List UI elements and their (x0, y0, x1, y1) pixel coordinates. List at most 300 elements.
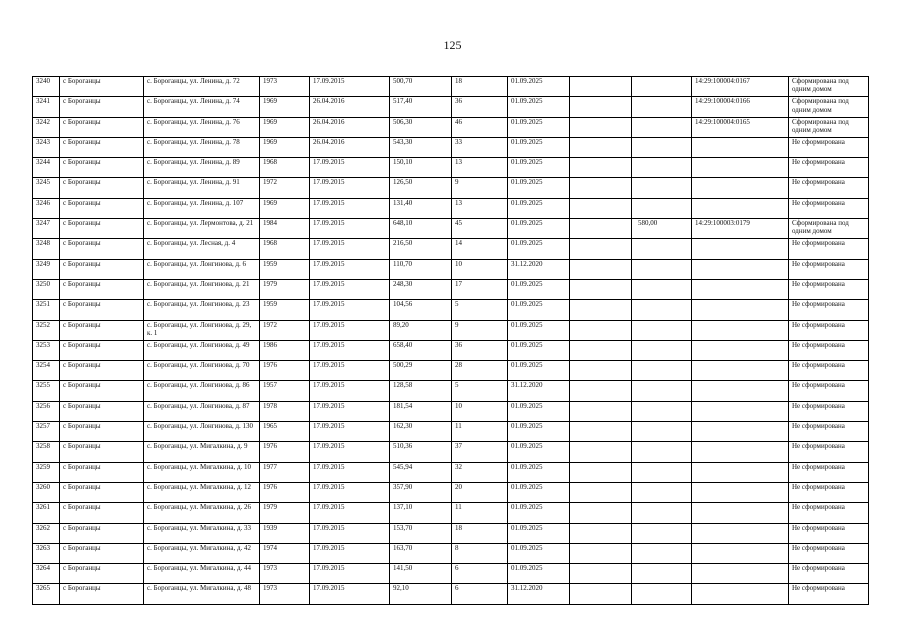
cell-land-area (632, 137, 692, 157)
cell-land-area (632, 543, 692, 563)
cell-blank (570, 198, 632, 218)
cell-blank (570, 137, 632, 157)
cell-apartments: 36 (452, 97, 508, 117)
cell-record-date: 26.04.2016 (310, 137, 390, 157)
cell-apartments: 11 (452, 503, 508, 523)
cell-address: с. Бороганцы, ул. Лонгинова, д. 70 (144, 361, 260, 381)
cell-cadastral-number (692, 198, 789, 218)
cell-repair-deadline: 31.12.2020 (508, 259, 570, 279)
cell-number: 3240 (33, 77, 60, 97)
cell-record-date: 17.09.2015 (310, 279, 390, 299)
cell-record-date: 26.04.2016 (310, 117, 390, 137)
cell-record-date: 17.09.2015 (310, 77, 390, 97)
cell-settlement: с Бороганцы (60, 300, 144, 320)
cell-settlement: с Бороганцы (60, 523, 144, 543)
cell-cadastral-number (692, 239, 789, 259)
cell-year-built: 1986 (260, 340, 310, 360)
cell-cadastral-number (692, 543, 789, 563)
cell-address: с. Бороганцы, ул. Лонгинова, д. 6 (144, 259, 260, 279)
cell-year-built: 1973 (260, 564, 310, 584)
cell-number: 3242 (33, 117, 60, 137)
table-row (33, 198, 869, 218)
cell-cadastral-number: 14:29:100004:0165 (692, 117, 789, 137)
cell-number: 3261 (33, 503, 60, 523)
cell-total-area: 216,50 (390, 239, 452, 259)
cell-land-status: Не сформирована (789, 361, 869, 381)
cell-address: с. Бороганцы, ул. Лонгинова, д. 29, к. 1 (144, 320, 260, 340)
cell-total-area: 141,50 (390, 564, 452, 584)
table-row (33, 401, 869, 421)
cell-record-date: 17.09.2015 (310, 523, 390, 543)
table-row (33, 117, 869, 137)
cell-repair-deadline: 01.09.2025 (508, 320, 570, 340)
cell-year-built: 1976 (260, 442, 310, 462)
cell-apartments: 33 (452, 137, 508, 157)
cell-record-date: 17.09.2015 (310, 340, 390, 360)
cell-apartments: 8 (452, 543, 508, 563)
cell-blank (570, 97, 632, 117)
cell-apartments: 9 (452, 178, 508, 198)
cell-repair-deadline: 01.09.2025 (508, 178, 570, 198)
cell-address: с. Бороганцы, ул. Лонгинова, д. 21 (144, 279, 260, 299)
cell-settlement: с Бороганцы (60, 219, 144, 239)
cell-cadastral-number (692, 178, 789, 198)
cell-number: 3251 (33, 300, 60, 320)
cell-year-built: 1974 (260, 543, 310, 563)
cell-year-built: 1973 (260, 77, 310, 97)
cell-apartments: 6 (452, 584, 508, 604)
cell-record-date: 17.09.2015 (310, 239, 390, 259)
cell-settlement: с Бороганцы (60, 401, 144, 421)
cell-repair-deadline: 31.12.2020 (508, 584, 570, 604)
cell-cadastral-number (692, 462, 789, 482)
cell-cadastral-number (692, 422, 789, 442)
cell-land-area (632, 340, 692, 360)
cell-repair-deadline: 01.09.2025 (508, 482, 570, 502)
cell-repair-deadline: 01.09.2025 (508, 503, 570, 523)
cell-land-status: Не сформирована (789, 422, 869, 442)
cell-record-date: 17.09.2015 (310, 259, 390, 279)
cell-land-status: Не сформирована (789, 523, 869, 543)
cell-cadastral-number (692, 523, 789, 543)
cell-cadastral-number (692, 137, 789, 157)
cell-land-status: Не сформирована (789, 584, 869, 604)
cell-land-status: Не сформирована (789, 239, 869, 259)
cell-land-status: Не сформирована (789, 198, 869, 218)
table-row (33, 158, 869, 178)
cell-total-area: 543,30 (390, 137, 452, 157)
cell-total-area: 128,58 (390, 381, 452, 401)
table-row (33, 259, 869, 279)
cell-blank (570, 239, 632, 259)
cell-year-built: 1957 (260, 381, 310, 401)
cell-land-status: Не сформирована (789, 381, 869, 401)
cell-land-status: Сформирована под одним домом (789, 219, 869, 239)
cell-record-date: 17.09.2015 (310, 503, 390, 523)
cell-total-area: 506,30 (390, 117, 452, 137)
cell-address: с. Бороганцы, ул. Мигалкина, д. 42 (144, 543, 260, 563)
cell-settlement: с Бороганцы (60, 543, 144, 563)
cell-land-status: Не сформирована (789, 259, 869, 279)
cell-land-status: Не сформирована (789, 158, 869, 178)
cell-apartments: 9 (452, 320, 508, 340)
cell-land-area (632, 279, 692, 299)
cell-number: 3256 (33, 401, 60, 421)
cell-total-area: 658,40 (390, 340, 452, 360)
cell-address: с. Бороганцы, ул. Лонгинова, д. 130 (144, 422, 260, 442)
cell-record-date: 17.09.2015 (310, 584, 390, 604)
cell-address: с. Бороганцы, ул. Ленина, д. 78 (144, 137, 260, 157)
cell-land-status: Не сформирована (789, 279, 869, 299)
cell-blank (570, 462, 632, 482)
cell-address: с. Бороганцы, ул. Мигалкина, д. 33 (144, 523, 260, 543)
cell-blank (570, 584, 632, 604)
cell-land-status: Не сформирована (789, 482, 869, 502)
cell-address: с. Бороганцы, ул. Мигалкина, д. 10 (144, 462, 260, 482)
table-row (33, 564, 869, 584)
cell-total-area: 163,70 (390, 543, 452, 563)
cell-land-status: Сформирована под одним домом (789, 77, 869, 97)
cell-settlement: с Бороганцы (60, 178, 144, 198)
cell-total-area: 248,30 (390, 279, 452, 299)
cell-land-status: Не сформирована (789, 442, 869, 462)
cell-number: 3260 (33, 482, 60, 502)
cell-cadastral-number (692, 340, 789, 360)
cell-record-date: 17.09.2015 (310, 158, 390, 178)
cell-cadastral-number: 14:29:100003:0179 (692, 219, 789, 239)
cell-settlement: с Бороганцы (60, 117, 144, 137)
cell-address: с. Бороганцы, ул. Лонгинова, д. 86 (144, 381, 260, 401)
cell-number: 3254 (33, 361, 60, 381)
cell-year-built: 1959 (260, 259, 310, 279)
cell-cadastral-number (692, 259, 789, 279)
cell-apartments: 18 (452, 77, 508, 97)
cell-land-area (632, 503, 692, 523)
cell-settlement: с Бороганцы (60, 381, 144, 401)
cell-year-built: 1973 (260, 584, 310, 604)
cell-land-area (632, 462, 692, 482)
cell-number: 3250 (33, 279, 60, 299)
cell-blank (570, 77, 632, 97)
cell-settlement: с Бороганцы (60, 259, 144, 279)
cell-number: 3243 (33, 137, 60, 157)
cell-total-area: 126,50 (390, 178, 452, 198)
table-row (33, 340, 869, 360)
cell-land-status: Не сформирована (789, 178, 869, 198)
cell-repair-deadline: 01.09.2025 (508, 77, 570, 97)
cell-number: 3259 (33, 462, 60, 482)
cell-land-area (632, 401, 692, 421)
cell-year-built: 1979 (260, 503, 310, 523)
cell-number: 3252 (33, 320, 60, 340)
cell-number: 3246 (33, 198, 60, 218)
cell-year-built: 1969 (260, 137, 310, 157)
cell-record-date: 17.09.2015 (310, 219, 390, 239)
cell-repair-deadline: 01.09.2025 (508, 279, 570, 299)
cell-apartments: 13 (452, 158, 508, 178)
cell-apartments: 13 (452, 198, 508, 218)
cell-cadastral-number (692, 482, 789, 502)
cell-total-area: 181,54 (390, 401, 452, 421)
cell-address: с. Бороганцы, ул. Лонгинова, д. 23 (144, 300, 260, 320)
cell-repair-deadline: 01.09.2025 (508, 442, 570, 462)
cell-cadastral-number: 14:29:100004:0167 (692, 77, 789, 97)
cell-record-date: 17.09.2015 (310, 442, 390, 462)
cell-blank (570, 422, 632, 442)
cell-year-built: 1979 (260, 279, 310, 299)
cell-apartments: 6 (452, 564, 508, 584)
cell-year-built: 1972 (260, 178, 310, 198)
cell-apartments: 20 (452, 482, 508, 502)
cell-land-area (632, 77, 692, 97)
cell-land-area: 580,00 (632, 219, 692, 239)
cell-year-built: 1965 (260, 422, 310, 442)
cell-settlement: с Бороганцы (60, 77, 144, 97)
cell-repair-deadline: 01.09.2025 (508, 239, 570, 259)
cell-blank (570, 300, 632, 320)
cell-repair-deadline: 01.09.2025 (508, 564, 570, 584)
table-row (33, 482, 869, 502)
cell-settlement: с Бороганцы (60, 422, 144, 442)
cell-record-date: 26.04.2016 (310, 97, 390, 117)
cell-repair-deadline: 01.09.2025 (508, 462, 570, 482)
cell-repair-deadline: 01.09.2025 (508, 523, 570, 543)
table-row (33, 381, 869, 401)
cell-land-status: Не сформирована (789, 503, 869, 523)
cell-blank (570, 219, 632, 239)
cell-settlement: с Бороганцы (60, 158, 144, 178)
cell-total-area: 110,70 (390, 259, 452, 279)
cell-blank (570, 117, 632, 137)
cell-record-date: 17.09.2015 (310, 198, 390, 218)
cell-record-date: 17.09.2015 (310, 543, 390, 563)
cell-blank (570, 381, 632, 401)
cell-address: с. Бороганцы, ул. Ленина, д. 76 (144, 117, 260, 137)
table-row (33, 300, 869, 320)
cell-year-built: 1968 (260, 239, 310, 259)
cell-repair-deadline: 01.09.2025 (508, 401, 570, 421)
cell-address: с. Бороганцы, ул. Лонгинова, д. 49 (144, 340, 260, 360)
cell-settlement: с Бороганцы (60, 279, 144, 299)
cell-number: 3253 (33, 340, 60, 360)
cell-settlement: с Бороганцы (60, 97, 144, 117)
cell-cadastral-number (692, 158, 789, 178)
cell-settlement: с Бороганцы (60, 320, 144, 340)
cell-land-status: Сформирована под одним домом (789, 117, 869, 137)
cell-apartments: 10 (452, 401, 508, 421)
cell-year-built: 1939 (260, 523, 310, 543)
cell-address: с. Бороганцы, ул. Лесная, д. 4 (144, 239, 260, 259)
cell-number: 3265 (33, 584, 60, 604)
cell-address: с. Бороганцы, ул. Мигалкина, д. 48 (144, 584, 260, 604)
cell-total-area: 92,10 (390, 584, 452, 604)
cell-record-date: 17.09.2015 (310, 462, 390, 482)
cell-settlement: с Бороганцы (60, 584, 144, 604)
cell-blank (570, 361, 632, 381)
cell-cadastral-number (692, 564, 789, 584)
table-row (33, 543, 869, 563)
cell-total-area: 648,10 (390, 219, 452, 239)
cell-record-date: 17.09.2015 (310, 401, 390, 421)
cell-land-area (632, 117, 692, 137)
cell-land-area (632, 259, 692, 279)
cell-apartments: 37 (452, 442, 508, 462)
table-row (33, 584, 869, 604)
cell-land-area (632, 97, 692, 117)
cell-land-area (632, 158, 692, 178)
cell-total-area: 137,10 (390, 503, 452, 523)
cell-number: 3258 (33, 442, 60, 462)
cell-total-area: 104,56 (390, 300, 452, 320)
table-row (33, 178, 869, 198)
cell-land-status: Не сформирована (789, 564, 869, 584)
table-row (33, 219, 869, 239)
cell-land-status: Сформирована под одним домом (789, 97, 869, 117)
cell-land-status: Не сформирована (789, 462, 869, 482)
cell-blank (570, 503, 632, 523)
cell-blank (570, 158, 632, 178)
cell-apartments: 5 (452, 300, 508, 320)
cell-land-status: Не сформирована (789, 300, 869, 320)
cell-total-area: 500,29 (390, 361, 452, 381)
cell-repair-deadline: 31.12.2020 (508, 381, 570, 401)
cell-number: 3263 (33, 543, 60, 563)
cell-repair-deadline: 01.09.2025 (508, 300, 570, 320)
cell-blank (570, 340, 632, 360)
cell-apartments: 32 (452, 462, 508, 482)
cell-year-built: 1976 (260, 361, 310, 381)
cell-address: с. Бороганцы, ул. Мигалкина, д. 44 (144, 564, 260, 584)
cell-address: с. Бороганцы, ул. Мигалкина, д. 12 (144, 482, 260, 502)
cell-settlement: с Бороганцы (60, 503, 144, 523)
cell-cadastral-number (692, 361, 789, 381)
cell-blank (570, 442, 632, 462)
cell-settlement: с Бороганцы (60, 442, 144, 462)
cell-settlement: с Бороганцы (60, 564, 144, 584)
cell-address: с. Бороганцы, ул. Мигалкина, д. 9 (144, 442, 260, 462)
cell-year-built: 1976 (260, 482, 310, 502)
cell-cadastral-number (692, 300, 789, 320)
cell-repair-deadline: 01.09.2025 (508, 137, 570, 157)
cell-land-area (632, 564, 692, 584)
cell-number: 3244 (33, 158, 60, 178)
cell-blank (570, 320, 632, 340)
cell-settlement: с Бороганцы (60, 198, 144, 218)
table-row (33, 279, 869, 299)
cell-year-built: 1977 (260, 462, 310, 482)
cell-year-built: 1972 (260, 320, 310, 340)
cell-year-built: 1978 (260, 401, 310, 421)
cell-number: 3262 (33, 523, 60, 543)
cell-settlement: с Бороганцы (60, 340, 144, 360)
cell-land-area (632, 442, 692, 462)
cell-year-built: 1959 (260, 300, 310, 320)
cell-land-status: Не сформирована (789, 137, 869, 157)
cell-total-area: 357,90 (390, 482, 452, 502)
table-row (33, 442, 869, 462)
cell-record-date: 17.09.2015 (310, 381, 390, 401)
cell-land-area (632, 320, 692, 340)
cell-land-area (632, 198, 692, 218)
cell-repair-deadline: 01.09.2025 (508, 198, 570, 218)
table-row (33, 137, 869, 157)
table-row (33, 77, 869, 97)
cell-apartments: 46 (452, 117, 508, 137)
cell-apartments: 11 (452, 422, 508, 442)
cell-blank (570, 523, 632, 543)
cell-number: 3241 (33, 97, 60, 117)
cell-number: 3255 (33, 381, 60, 401)
cell-repair-deadline: 01.09.2025 (508, 361, 570, 381)
table-row (33, 320, 869, 340)
cell-land-area (632, 300, 692, 320)
cell-address: с. Бороганцы, ул. Лермонтова, д. 21 (144, 219, 260, 239)
table-row (33, 523, 869, 543)
cell-apartments: 17 (452, 279, 508, 299)
cell-cadastral-number (692, 381, 789, 401)
cell-settlement: с Бороганцы (60, 239, 144, 259)
cell-record-date: 17.09.2015 (310, 422, 390, 442)
cell-total-area: 153,70 (390, 523, 452, 543)
cell-total-area: 517,40 (390, 97, 452, 117)
cell-apartments: 10 (452, 259, 508, 279)
cell-land-area (632, 239, 692, 259)
cell-total-area: 500,70 (390, 77, 452, 97)
cell-cadastral-number (692, 442, 789, 462)
cell-repair-deadline: 01.09.2025 (508, 422, 570, 442)
cell-apartments: 5 (452, 381, 508, 401)
cell-land-area (632, 523, 692, 543)
table-row (33, 462, 869, 482)
cell-cadastral-number (692, 279, 789, 299)
cell-record-date: 17.09.2015 (310, 482, 390, 502)
cell-blank (570, 564, 632, 584)
cell-number: 3249 (33, 259, 60, 279)
cell-cadastral-number (692, 401, 789, 421)
cell-total-area: 131,40 (390, 198, 452, 218)
cell-number: 3257 (33, 422, 60, 442)
table-row (33, 503, 869, 523)
housing-registry-table (32, 76, 869, 605)
cell-blank (570, 401, 632, 421)
cell-settlement: с Бороганцы (60, 361, 144, 381)
cell-cadastral-number (692, 503, 789, 523)
cell-number: 3264 (33, 564, 60, 584)
cell-repair-deadline: 01.09.2025 (508, 117, 570, 137)
cell-land-area (632, 584, 692, 604)
cell-apartments: 45 (452, 219, 508, 239)
cell-blank (570, 259, 632, 279)
cell-land-area (632, 482, 692, 502)
cell-repair-deadline: 01.09.2025 (508, 219, 570, 239)
cell-blank (570, 178, 632, 198)
cell-land-area (632, 422, 692, 442)
cell-land-status: Не сформирована (789, 401, 869, 421)
cell-apartments: 14 (452, 239, 508, 259)
cell-number: 3245 (33, 178, 60, 198)
cell-settlement: с Бороганцы (60, 462, 144, 482)
cell-cadastral-number: 14:29:100004:0166 (692, 97, 789, 117)
cell-apartments: 18 (452, 523, 508, 543)
cell-settlement: с Бороганцы (60, 482, 144, 502)
cell-total-area: 89,20 (390, 320, 452, 340)
table-row (33, 422, 869, 442)
cell-apartments: 28 (452, 361, 508, 381)
cell-year-built: 1969 (260, 97, 310, 117)
cell-repair-deadline: 01.09.2025 (508, 543, 570, 563)
table-row (33, 239, 869, 259)
page-number: 125 (443, 38, 462, 52)
